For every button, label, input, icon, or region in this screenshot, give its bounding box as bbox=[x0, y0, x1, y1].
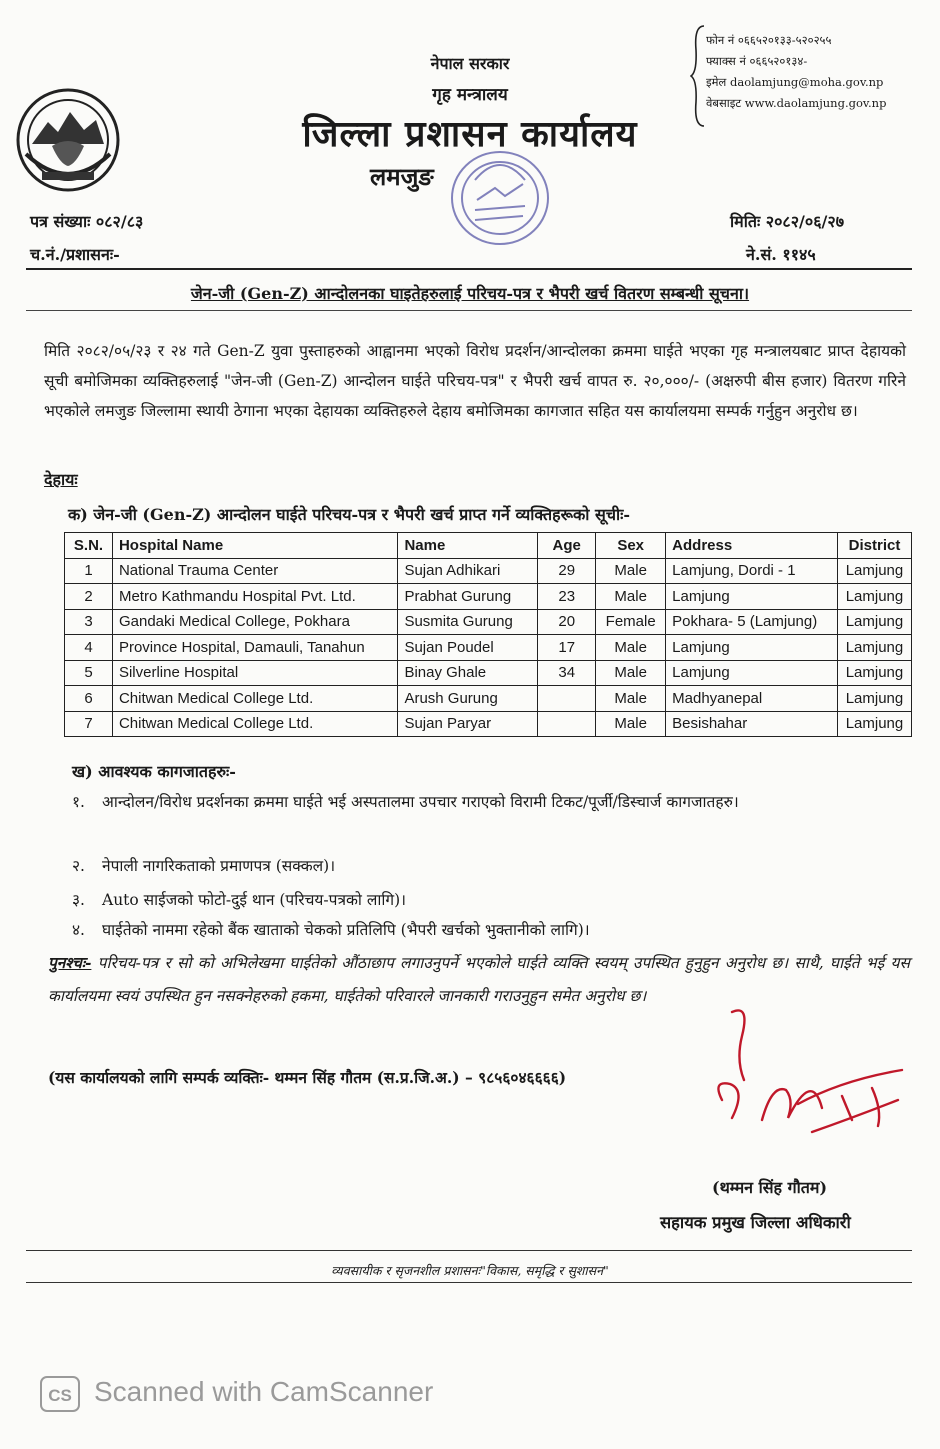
cell-address: Lamjung bbox=[666, 660, 838, 686]
cell-sex: Male bbox=[596, 686, 666, 712]
table-row bbox=[65, 609, 912, 635]
requirement-number: १. bbox=[72, 793, 85, 811]
cell-address: Pokhara- 5 (Lamjung) bbox=[666, 609, 838, 635]
cell-district: Lamjung bbox=[837, 584, 911, 610]
cell-address: Lamjung bbox=[666, 584, 838, 610]
requirement-text: आन्दोलन/विरोध प्रदर्शनका क्रममा घाईते भई अस्पतालमा उपचार गराएको विरामी टिकट/पूर्जी/डिस्चार्ज कागजातहरु। bbox=[102, 793, 739, 811]
postscript-text: परिचय-पत्र र सो को अभिलेखमा घाईतेको औंठाछाप लगाउनुपर्ने भएकोले घाईते व्यक्ति स्वयम् उपस्थित हुनुहुन अनुरोध छ। साथै, घाईते भई यस कार्यालयमा स्वयं उपस्थित हुन नसक्नेहरुको हकमा, घाईतेको परिवारले जानकारी गराउनुहुन समेत अनुरोध छ। bbox=[48, 954, 910, 1005]
district-heading: लमजुङ bbox=[370, 162, 434, 191]
contact-person: (यस कार्यालयको लागि सम्पर्क व्यक्तिः- थम्मन सिंह गौतम (स.प्र.जि.अ.) – ९८५६०४६६६६) bbox=[48, 1068, 567, 1087]
reference-left bbox=[30, 205, 143, 271]
cell-sex: Male bbox=[596, 558, 666, 584]
signature-icon bbox=[702, 1000, 912, 1170]
cell-address: Lamjung, Dordi - 1 bbox=[666, 558, 838, 584]
cell-sex: Male bbox=[596, 660, 666, 686]
cell-sn: 1 bbox=[65, 558, 113, 584]
signatory-name: (थम्मन सिंह गौतम) bbox=[712, 1178, 828, 1197]
requirement-item bbox=[72, 850, 908, 882]
header-sex: Sex bbox=[596, 533, 666, 559]
cell-age: 29 bbox=[538, 558, 596, 584]
brace-icon bbox=[690, 24, 706, 128]
cell-name: Sujan Poudel bbox=[398, 635, 538, 661]
requirement-number: ४. bbox=[72, 921, 85, 939]
nepal-sambat-date: ने.सं. ११४५ bbox=[746, 245, 816, 264]
contact-fax: फ्याक्स नं ०६६५२०१३४- bbox=[706, 54, 808, 68]
office-heading: जिल्ला प्रशासन कार्यालय bbox=[302, 113, 638, 155]
footer-slogan: व्यवसायीक र सृजनशील प्रशासनः"विकास, समृद्धि र सुशासन" bbox=[331, 1263, 609, 1278]
header-age: Age bbox=[538, 533, 596, 559]
cell-district: Lamjung bbox=[837, 558, 911, 584]
cell-district: Lamjung bbox=[837, 686, 911, 712]
cell-district: Lamjung bbox=[837, 635, 911, 661]
header-address: Address bbox=[666, 533, 838, 559]
dispatch-number: च.नं./प्रशासनः- bbox=[30, 245, 120, 264]
cell-hospital: Metro Kathmandu Hospital Pvt. Ltd. bbox=[112, 584, 397, 610]
camscanner-logo-text: CS bbox=[48, 1386, 72, 1405]
cell-hospital: Silverline Hospital bbox=[112, 660, 397, 686]
table-row bbox=[65, 660, 912, 686]
cell-district: Lamjung bbox=[837, 711, 911, 737]
cell-sex: Male bbox=[596, 711, 666, 737]
table-header-row bbox=[65, 533, 912, 559]
contact-website: वेबसाइट www.daolamjung.gov.np bbox=[706, 96, 887, 110]
subject-text: जेन-जी (Gen-Z) आन्दोलनका घाइतेहरुलाई परिचय-पत्र र भैपरी खर्च वितरण सम्बन्धी सूचना। bbox=[190, 284, 750, 303]
table-row bbox=[65, 686, 912, 712]
government-heading: नेपाल सरकार bbox=[430, 54, 510, 73]
subject-divider bbox=[26, 310, 912, 311]
table-row bbox=[65, 584, 912, 610]
contact-phone: फोन नं ०६६५२०१३३-५२०२५५ bbox=[706, 33, 832, 47]
cell-age bbox=[538, 711, 596, 737]
cell-sex: Male bbox=[596, 635, 666, 661]
requirement-text: नेपाली नागरिकताको प्रमाणपत्र (सक्कल)। bbox=[102, 857, 336, 875]
cell-sn: 2 bbox=[65, 584, 113, 610]
signatory-title: सहायक प्रमुख जिल्ला अधिकारी bbox=[660, 1213, 851, 1232]
cell-hospital: Gandaki Medical College, Pokhara bbox=[112, 609, 397, 635]
camscanner-logo-icon bbox=[40, 1376, 80, 1412]
cell-sn: 3 bbox=[65, 609, 113, 635]
header-district: District bbox=[837, 533, 911, 559]
footer-divider-top bbox=[26, 1250, 912, 1251]
cell-name: Susmita Gurung bbox=[398, 609, 538, 635]
letter-number: पत्र संख्याः ०८२/८३ bbox=[30, 212, 144, 231]
cell-age: 20 bbox=[538, 609, 596, 635]
table-row bbox=[65, 711, 912, 737]
list-a-title: क) जेन-जी (Gen-Z) आन्दोलन घाईते परिचय-पत्र र भैपरी खर्च प्राप्त गर्ने व्यक्तिहरूको सूचीः- bbox=[68, 505, 631, 524]
ministry-heading: गृह मन्त्रालय bbox=[432, 85, 508, 105]
requirement-item bbox=[72, 884, 908, 916]
subject-line bbox=[0, 282, 940, 304]
cell-age: 23 bbox=[538, 584, 596, 610]
injured-list-table bbox=[64, 532, 912, 737]
cell-district: Lamjung bbox=[837, 609, 911, 635]
requirement-number: ३. bbox=[72, 891, 85, 909]
requirement-number: २. bbox=[72, 857, 85, 875]
office-stamp-icon bbox=[445, 140, 555, 250]
cell-sex: Female bbox=[596, 609, 666, 635]
dehaya-label: देहायः bbox=[44, 470, 78, 489]
contact-block bbox=[706, 30, 886, 114]
header-divider bbox=[26, 268, 912, 270]
reference-right bbox=[730, 205, 844, 271]
cell-sn: 4 bbox=[65, 635, 113, 661]
header-hospital: Hospital Name bbox=[112, 533, 397, 559]
cell-sex: Male bbox=[596, 584, 666, 610]
cell-age: 17 bbox=[538, 635, 596, 661]
cell-name: Arush Gurung bbox=[398, 686, 538, 712]
table-row bbox=[65, 558, 912, 584]
header-name: Name bbox=[398, 533, 538, 559]
table-row bbox=[65, 635, 912, 661]
cell-address: Madhyanepal bbox=[666, 686, 838, 712]
cell-age: 34 bbox=[538, 660, 596, 686]
cell-address: Besishahar bbox=[666, 711, 838, 737]
requirement-text: Auto साईजको फोटो-दुई थान (परिचय-पत्रको लागि)। bbox=[102, 891, 407, 909]
cell-hospital: Province Hospital, Damauli, Tanahun bbox=[112, 635, 397, 661]
cell-name: Sujan Adhikari bbox=[398, 558, 538, 584]
letter-date: मितिः २०८२/०६/२७ bbox=[730, 212, 845, 231]
scanned-watermark: Scanned with CamScanner bbox=[94, 1376, 434, 1407]
cell-hospital: Chitwan Medical College Ltd. bbox=[112, 686, 397, 712]
contact-email: इमेल daolamjung@moha.gov.np bbox=[706, 75, 884, 89]
cell-sn: 6 bbox=[65, 686, 113, 712]
cell-age bbox=[538, 686, 596, 712]
cell-name: Prabhat Gurung bbox=[398, 584, 538, 610]
body-paragraph: मिति २०८२/०५/२३ र २४ गते Gen-Z युवा पुस्ताहरुको आह्वानमा भएको विरोध प्रदर्शन/आन्दोलका क्रममा घाईते भएका गृह मन्त्रालयबाट प्राप्त देहायको सूची बमोजिमका व्यक्तिहरुलाई "जेन-जी (Gen-Z) आन्दोलन घाईते परिचय-पत्र" र भैपरी खर्च वापत रु. २०,०००/- (अक्षरुपी बीस हजार) वितरण गरिने भएकोले लमजुङ जिल्लामा स्थायी ठेगाना भएका देहायका व्यक्तिहरुले देहाय बमोजिमका कागजात सहित यस कार्यालयमा सम्पर्क गर्नुहुन अनुरोध छ। bbox=[44, 342, 906, 420]
requirement-text: घाईतेको नाममा रहेको बैंक खाताको चेकको प्रतिलिपि (भैपरी खर्चको भुक्तानीको लागि)। bbox=[102, 921, 590, 939]
header-sn: S.N. bbox=[65, 533, 113, 559]
footer-divider-bottom bbox=[26, 1282, 912, 1283]
requirement-item bbox=[72, 786, 908, 818]
cell-sn: 7 bbox=[65, 711, 113, 737]
cell-address: Lamjung bbox=[666, 635, 838, 661]
cell-name: Binay Ghale bbox=[398, 660, 538, 686]
cell-hospital: National Trauma Center bbox=[112, 558, 397, 584]
postscript-label: पुनश्चः- bbox=[48, 953, 92, 972]
cell-name: Sujan Paryar bbox=[398, 711, 538, 737]
list-b-title: ख) आवश्यक कागजातहरुः- bbox=[72, 762, 236, 781]
cell-sn: 5 bbox=[65, 660, 113, 686]
requirement-item bbox=[72, 914, 908, 946]
cell-district: Lamjung bbox=[837, 660, 911, 686]
cell-hospital: Chitwan Medical College Ltd. bbox=[112, 711, 397, 737]
